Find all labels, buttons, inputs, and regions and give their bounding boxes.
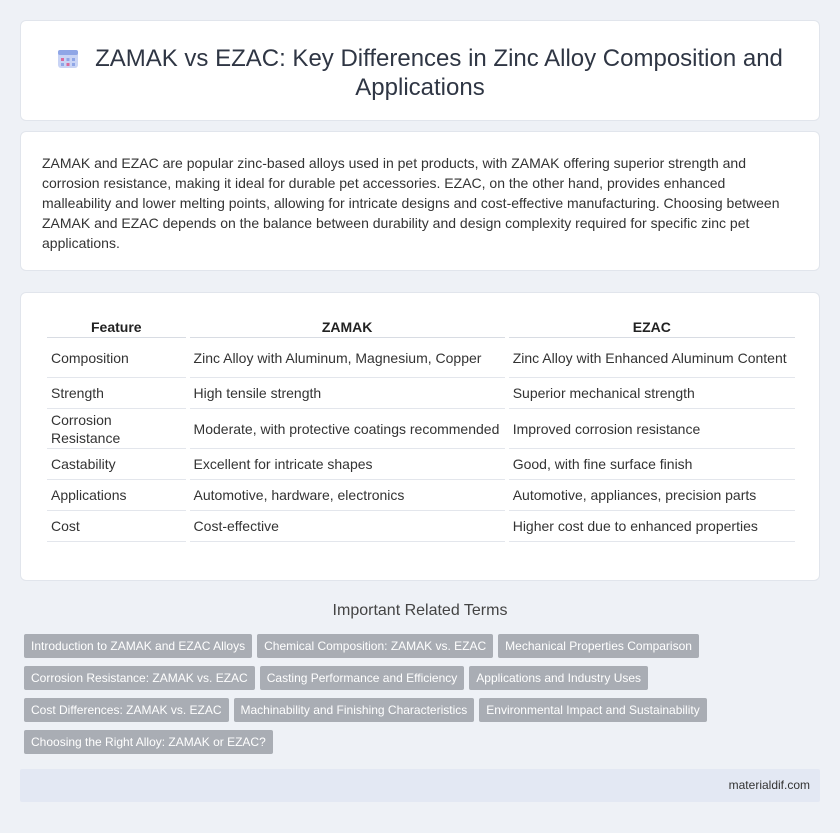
intro-card	[20, 131, 820, 271]
row-feature: Applications	[47, 480, 186, 511]
related-term-tag[interactable]: Applications and Industry Uses	[469, 666, 648, 690]
row-feature: Composition	[47, 338, 186, 378]
related-terms-title: Important Related Terms	[332, 602, 508, 619]
related-terms-tags	[24, 634, 824, 762]
row-ezac: Good, with fine surface finish	[509, 449, 795, 480]
row-ezac: Improved corrosion resistance	[509, 409, 795, 449]
row-zamak: High tensile strength	[190, 378, 505, 409]
comparison-table-card	[20, 292, 820, 581]
header-card	[20, 20, 820, 121]
related-term-tag[interactable]: Machinability and Finishing Characteristics	[234, 698, 475, 722]
row-zamak: Excellent for intricate shapes	[190, 449, 505, 480]
row-feature: Castability	[47, 449, 186, 480]
row-ezac: Automotive, appliances, precision parts	[509, 480, 795, 511]
table-header-row	[47, 313, 795, 338]
row-ezac: Higher cost due to enhanced properties	[509, 511, 795, 542]
related-term-tag[interactable]: Cost Differences: ZAMAK vs. EZAC	[24, 698, 229, 722]
table-row	[47, 378, 795, 409]
row-zamak: Moderate, with protective coatings recommended	[190, 409, 505, 449]
row-ezac: Zinc Alloy with Enhanced Aluminum Content	[509, 338, 795, 378]
table-row	[47, 511, 795, 542]
calendar-icon	[57, 47, 79, 69]
page-title: ZAMAK vs EZAC: Key Differences in Zinc Alloy Composition and Applications	[95, 45, 783, 101]
row-zamak: Automotive, hardware, electronics	[190, 480, 505, 511]
row-zamak: Zinc Alloy with Aluminum, Magnesium, Copper	[190, 338, 505, 378]
related-term-tag[interactable]: Environmental Impact and Sustainability	[479, 698, 706, 722]
table-row	[47, 409, 795, 449]
header-ezac: EZAC	[509, 313, 795, 338]
header-zamak: ZAMAK	[190, 313, 505, 338]
related-term-tag[interactable]: Choosing the Right Alloy: ZAMAK or EZAC?	[24, 730, 273, 754]
row-feature: Corrosion Resistance	[47, 409, 186, 449]
header-feature: Feature	[47, 313, 186, 338]
related-term-tag[interactable]: Casting Performance and Efficiency	[260, 666, 465, 690]
row-ezac: Superior mechanical strength	[509, 378, 795, 409]
footer-site-link[interactable]: materialdif.com	[728, 778, 810, 792]
row-feature: Cost	[47, 511, 186, 542]
intro-paragraph: ZAMAK and EZAC are popular zinc-based alloys used in pet products, with ZAMAK offering superior strength and corrosion resistance, making it ideal for durable pet accessories. EZAC, on the other hand, provides enhanced malleability and lower melting points, allowing for intricate designs and cost-effective manufacturing. Choosing between ZAMAK and EZAC depends on the balance between durability and design complexity required for specific zinc pet applications.	[42, 155, 780, 251]
table-row	[47, 480, 795, 511]
footer	[20, 769, 820, 802]
row-zamak: Cost-effective	[190, 511, 505, 542]
related-term-tag[interactable]: Introduction to ZAMAK and EZAC Alloys	[24, 634, 252, 658]
row-feature: Strength	[47, 378, 186, 409]
table-row	[47, 338, 795, 378]
related-term-tag[interactable]: Chemical Composition: ZAMAK vs. EZAC	[257, 634, 493, 658]
related-term-tag[interactable]: Mechanical Properties Comparison	[498, 634, 699, 658]
related-term-tag[interactable]: Corrosion Resistance: ZAMAK vs. EZAC	[24, 666, 255, 690]
comparison-table	[43, 313, 799, 542]
table-row	[47, 449, 795, 480]
page-title-wrap	[21, 44, 819, 102]
